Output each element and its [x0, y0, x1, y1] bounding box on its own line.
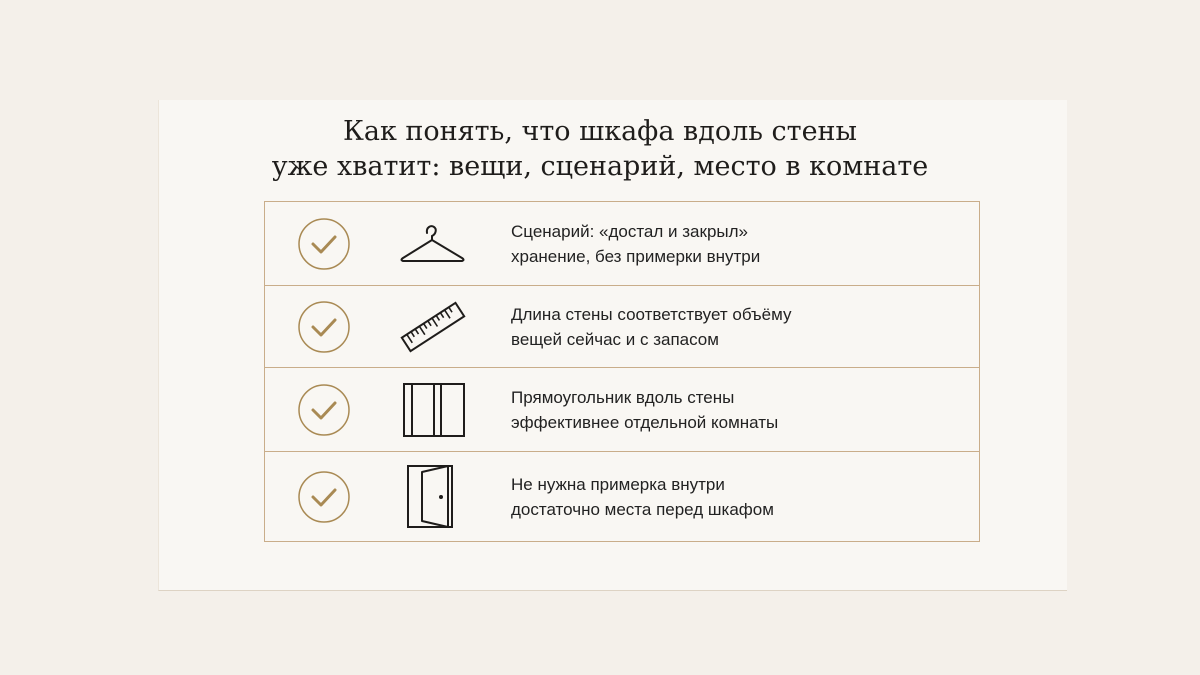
checklist-item-text	[511, 385, 778, 435]
checklist-item-text	[511, 472, 774, 522]
checklist-item	[265, 202, 979, 285]
page-title	[0, 114, 1200, 184]
title-line-2: уже хватит: вещи, сценарий, место в комнате	[271, 151, 929, 182]
check-circle-icon	[298, 218, 350, 270]
check-circle-icon	[298, 471, 350, 523]
checklist-item-line-1: Не нужна примерка внутри	[511, 474, 725, 494]
checklist-item-line-2: достаточно места перед шкафом	[511, 499, 774, 519]
checklist-item-text	[511, 219, 760, 269]
checklist-item-line-2: вещей сейчас и с запасом	[511, 329, 719, 349]
checklist-item	[265, 367, 979, 451]
checklist	[264, 201, 980, 542]
ruler-icon	[398, 292, 468, 362]
title-line-1: Как понять, что шкафа вдоль стены	[342, 116, 858, 147]
checklist-item-line-1: Длина стены соответствует объёму	[511, 304, 792, 324]
check-circle-icon	[298, 384, 350, 436]
open-door-icon	[398, 462, 468, 532]
checklist-item-line-1: Сценарий: «достал и закрыл»	[511, 221, 748, 241]
checklist-item	[265, 451, 979, 541]
checklist-item-line-2: хранение, без примерки внутри	[511, 246, 761, 266]
hanger-icon	[398, 209, 468, 279]
checklist-item-line-2: эффективнее отдельной комнаты	[511, 412, 779, 432]
checklist-item-line-1: Прямоугольник вдоль стены	[511, 387, 735, 407]
wardrobe-panels-icon	[398, 375, 468, 445]
check-circle-icon	[298, 301, 350, 353]
checklist-item-text	[511, 302, 791, 352]
checklist-item	[265, 285, 979, 367]
